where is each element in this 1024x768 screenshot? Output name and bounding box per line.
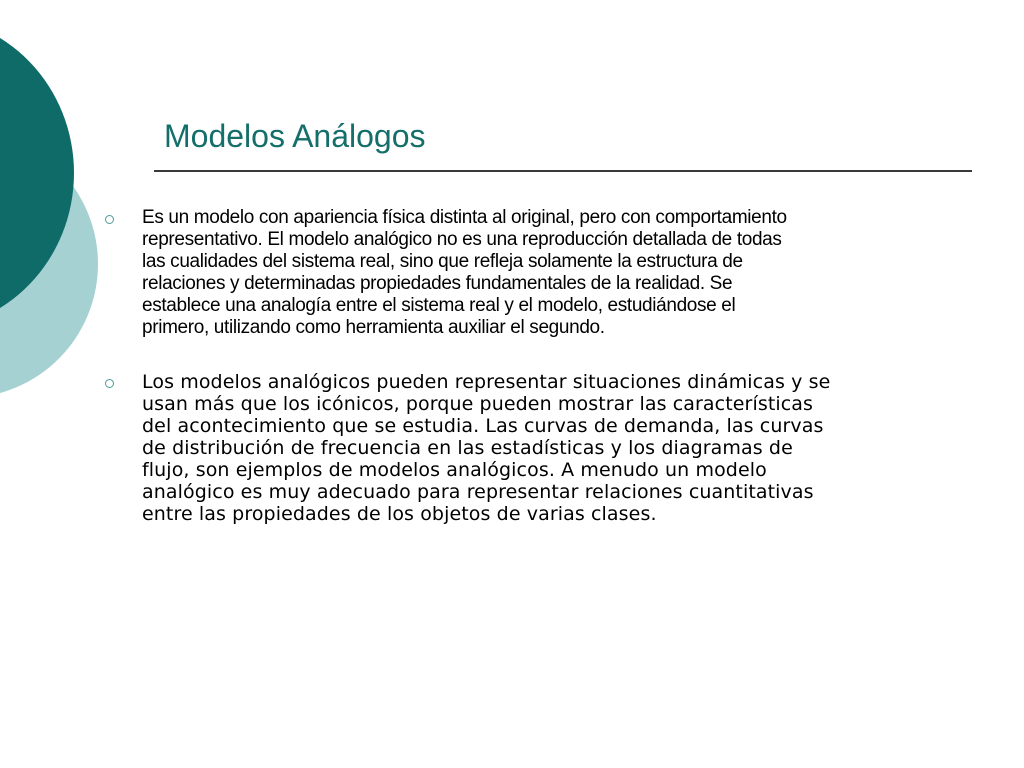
paragraph-line: entre las propiedades de los objetos de varias clases. [142,503,657,525]
paragraph-line: primero, utilizando como herramienta auxiliar el segundo. [142,317,605,338]
title-underline [154,170,972,172]
bullet-paragraph-1 [142,207,962,339]
bullet-paragraph-2 [142,371,972,525]
paragraph-line: las cualidades del sistema real, sino que refleja solamente la estructura de [142,251,743,272]
paragraph-line: representativo. El modelo analógico no es una reproducción detallada de todas [142,229,782,250]
paragraph-line: relaciones y determinadas propiedades fundamentales de la realidad. Se [142,273,733,294]
paragraph-line: Los modelos analógicos pueden representar situaciones dinámicas y se [142,371,831,393]
bullet-circle-icon [105,379,114,388]
paragraph-line: flujo, son ejemplos de modelos analógicos. A menudo un modelo [142,459,767,481]
paragraph-line: usan más que los icónicos, porque pueden mostrar las características [142,393,814,415]
paragraph-line: analógico es muy adecuado para representar relaciones cuantitativas [142,481,814,503]
paragraph-line: del acontecimiento que se estudia. Las curvas de demanda, las curvas [142,415,824,437]
slide-title: Modelos Análogos [164,118,426,154]
paragraph-line: Es un modelo con apariencia física distinta al original, pero con comportamiento [142,207,787,228]
bullet-circle-icon [105,215,114,224]
paragraph-line: de distribución de frecuencia en las estadísticas y los diagramas de [142,437,793,459]
paragraph-line: establece una analogía entre el sistema real y el modelo, estudiándose el [142,295,736,316]
